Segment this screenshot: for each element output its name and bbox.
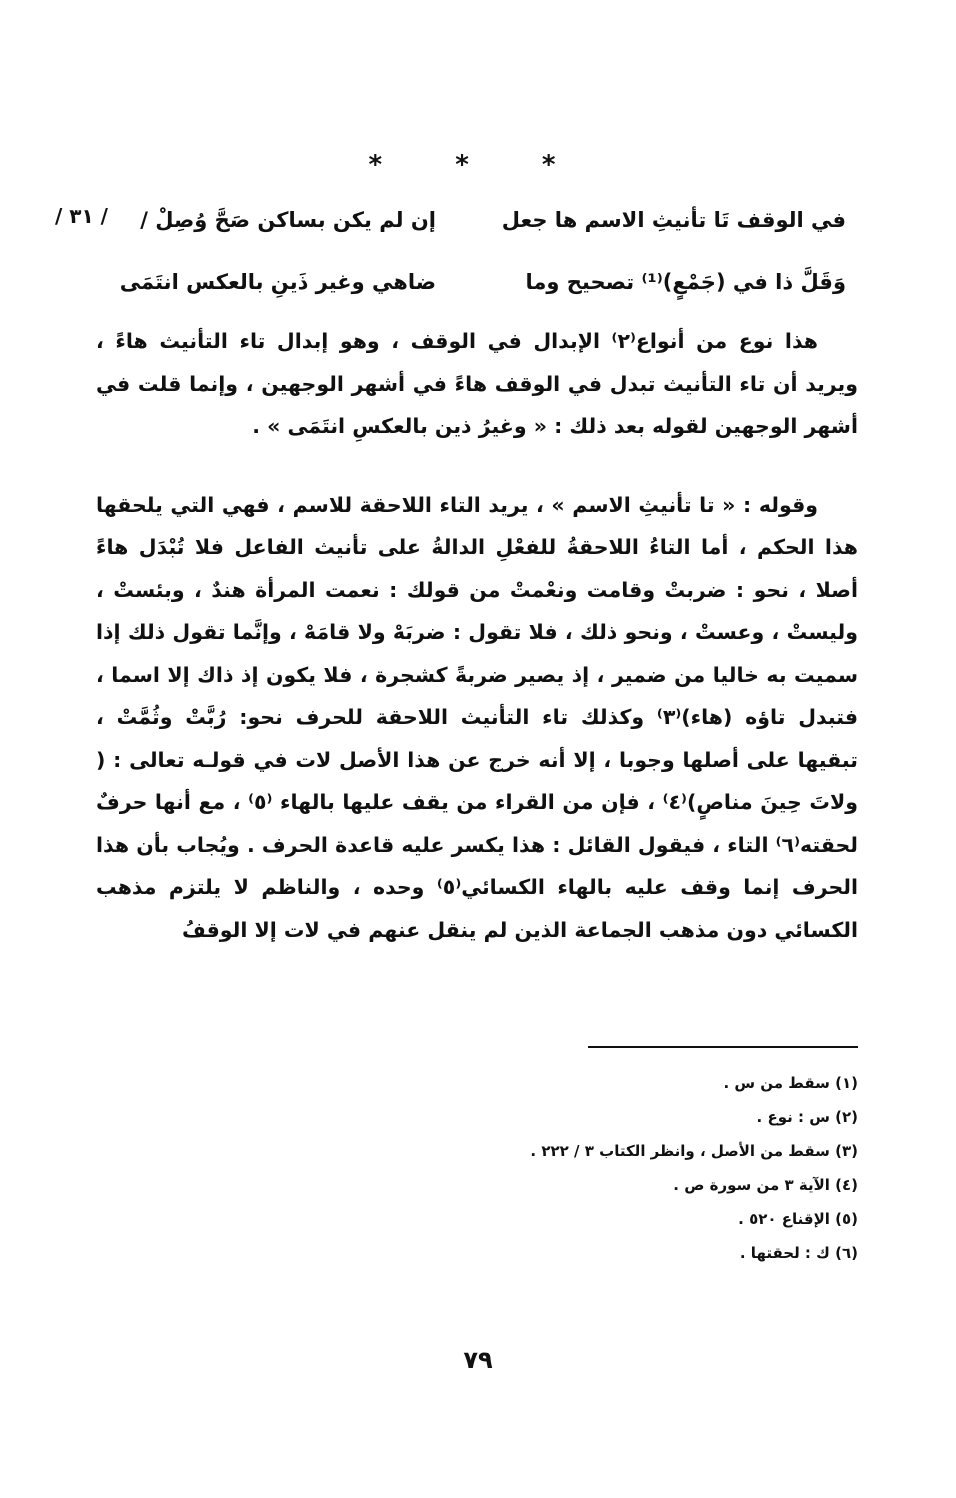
footnote-item: (٢) س : نوع . [756,1108,858,1126]
page-number: ٧٩ [463,1346,493,1374]
footnote-divider [588,1046,858,1048]
verse-number: / ٣١ / [55,204,108,228]
verse-line-1-second-hemistich: إن لم يكن بساكن صَحَّ وُصِلْ / [140,208,436,232]
verse-line-1-first-hemistich: في الوقف تَا تأنيثِ الاسم ها جعل [501,208,846,232]
verse-line-2-first-hemistich: وَقَلَّ ذا في (جَمْعٍ)⁽¹⁾ تصحيح وما [525,270,846,294]
commentary-paragraph-1: هذا نوع من أنواع⁽٢⁾ الإبدال في الوقف ، وهو إبدال تاء التأنيث هاءً ، ويريد أن تاء التأنيث تبدل في الوقف هاءً في أشهر الوجهين ، وإنما قلت في أشهر الوجهين لقوله بعد ذلك : « وغيرُ ذين بالعكسِ انتَمَى » . [96,329,858,438]
section-separator: * * * [368,150,588,180]
footnote-item: (١) سقط من س . [723,1074,858,1092]
commentary-text [96,320,858,951]
commentary-paragraph-2: وقوله : « تا تأنيثِ الاسم » ، يريد التاء اللاحقة للاسم ، فهي التي يلحقها هذا الحكم ، أما التاءُ اللاحقةُ للفعْلِ الدالةُ على تأنيث الفاعل فلا تُبْدَل هاءً أصلا ، نحو : ضربتْ وقامت ونعْمتْ من قولك : نعمت المرأة هندٌ ، وبئستْ ، وليستْ ، وعستْ ، ونحو ذلك ، فلا تقول : ضربَهْ ولا قامَهْ ، وإنَّما تقول ذلك إذا سميت به خاليا من ضمير ، إذ يصير ضربةً كشجرة ، فلا يكون إذ ذاك إلا اسما ، فتبدل تاؤه (هاء)⁽٣⁾ وكذلك تاء التأنيث اللاحقة للحرف نحو: رُبَّتْ وثُمَّتْ ، تبقيها على أصلها وجوبا ، إلا أنه خرج عن هذا الأصل لات في قولـه تعالى : ( ولاتَ حِينَ مناصٍ)⁽٤⁾ ، فإن من القراء من يقف عليها بالهاء ⁽٥⁾ ، مع أنها حرفٌ لحقته⁽٦⁾ التاء ، فيقول القائل : هذا يكسر عليه قاعدة الحرف . ويُجاب بأن هذا الحرف إنما وقف عليه بالهاء الكسائي⁽٥⁾ وحده ، والناظم لا يلتزم مذهب الكسائي دون مذهب الجماعة الذين لم ينقل عنهم في لات إلا الوقفُ [96,492,858,942]
footnotes-list [358,1066,858,1270]
footnote-item: (٥) الإقناع ٥٢٠ . [738,1210,858,1228]
footnote-item: (٦) ك : لحقتها . [739,1244,858,1262]
verse-line-2 [106,262,846,302]
verse-line-1 [106,200,846,240]
footnote-item: (٤) الآية ٣ من سورة ص . [673,1176,858,1194]
verse-line-2-second-hemistich: ضاهي وغير ذَينِ بالعكس انتَمَى [119,270,436,294]
footnote-item: (٣) سقط من الأصل ، وانظر الكتاب ٣ / ٢٢٢ . [530,1142,858,1160]
